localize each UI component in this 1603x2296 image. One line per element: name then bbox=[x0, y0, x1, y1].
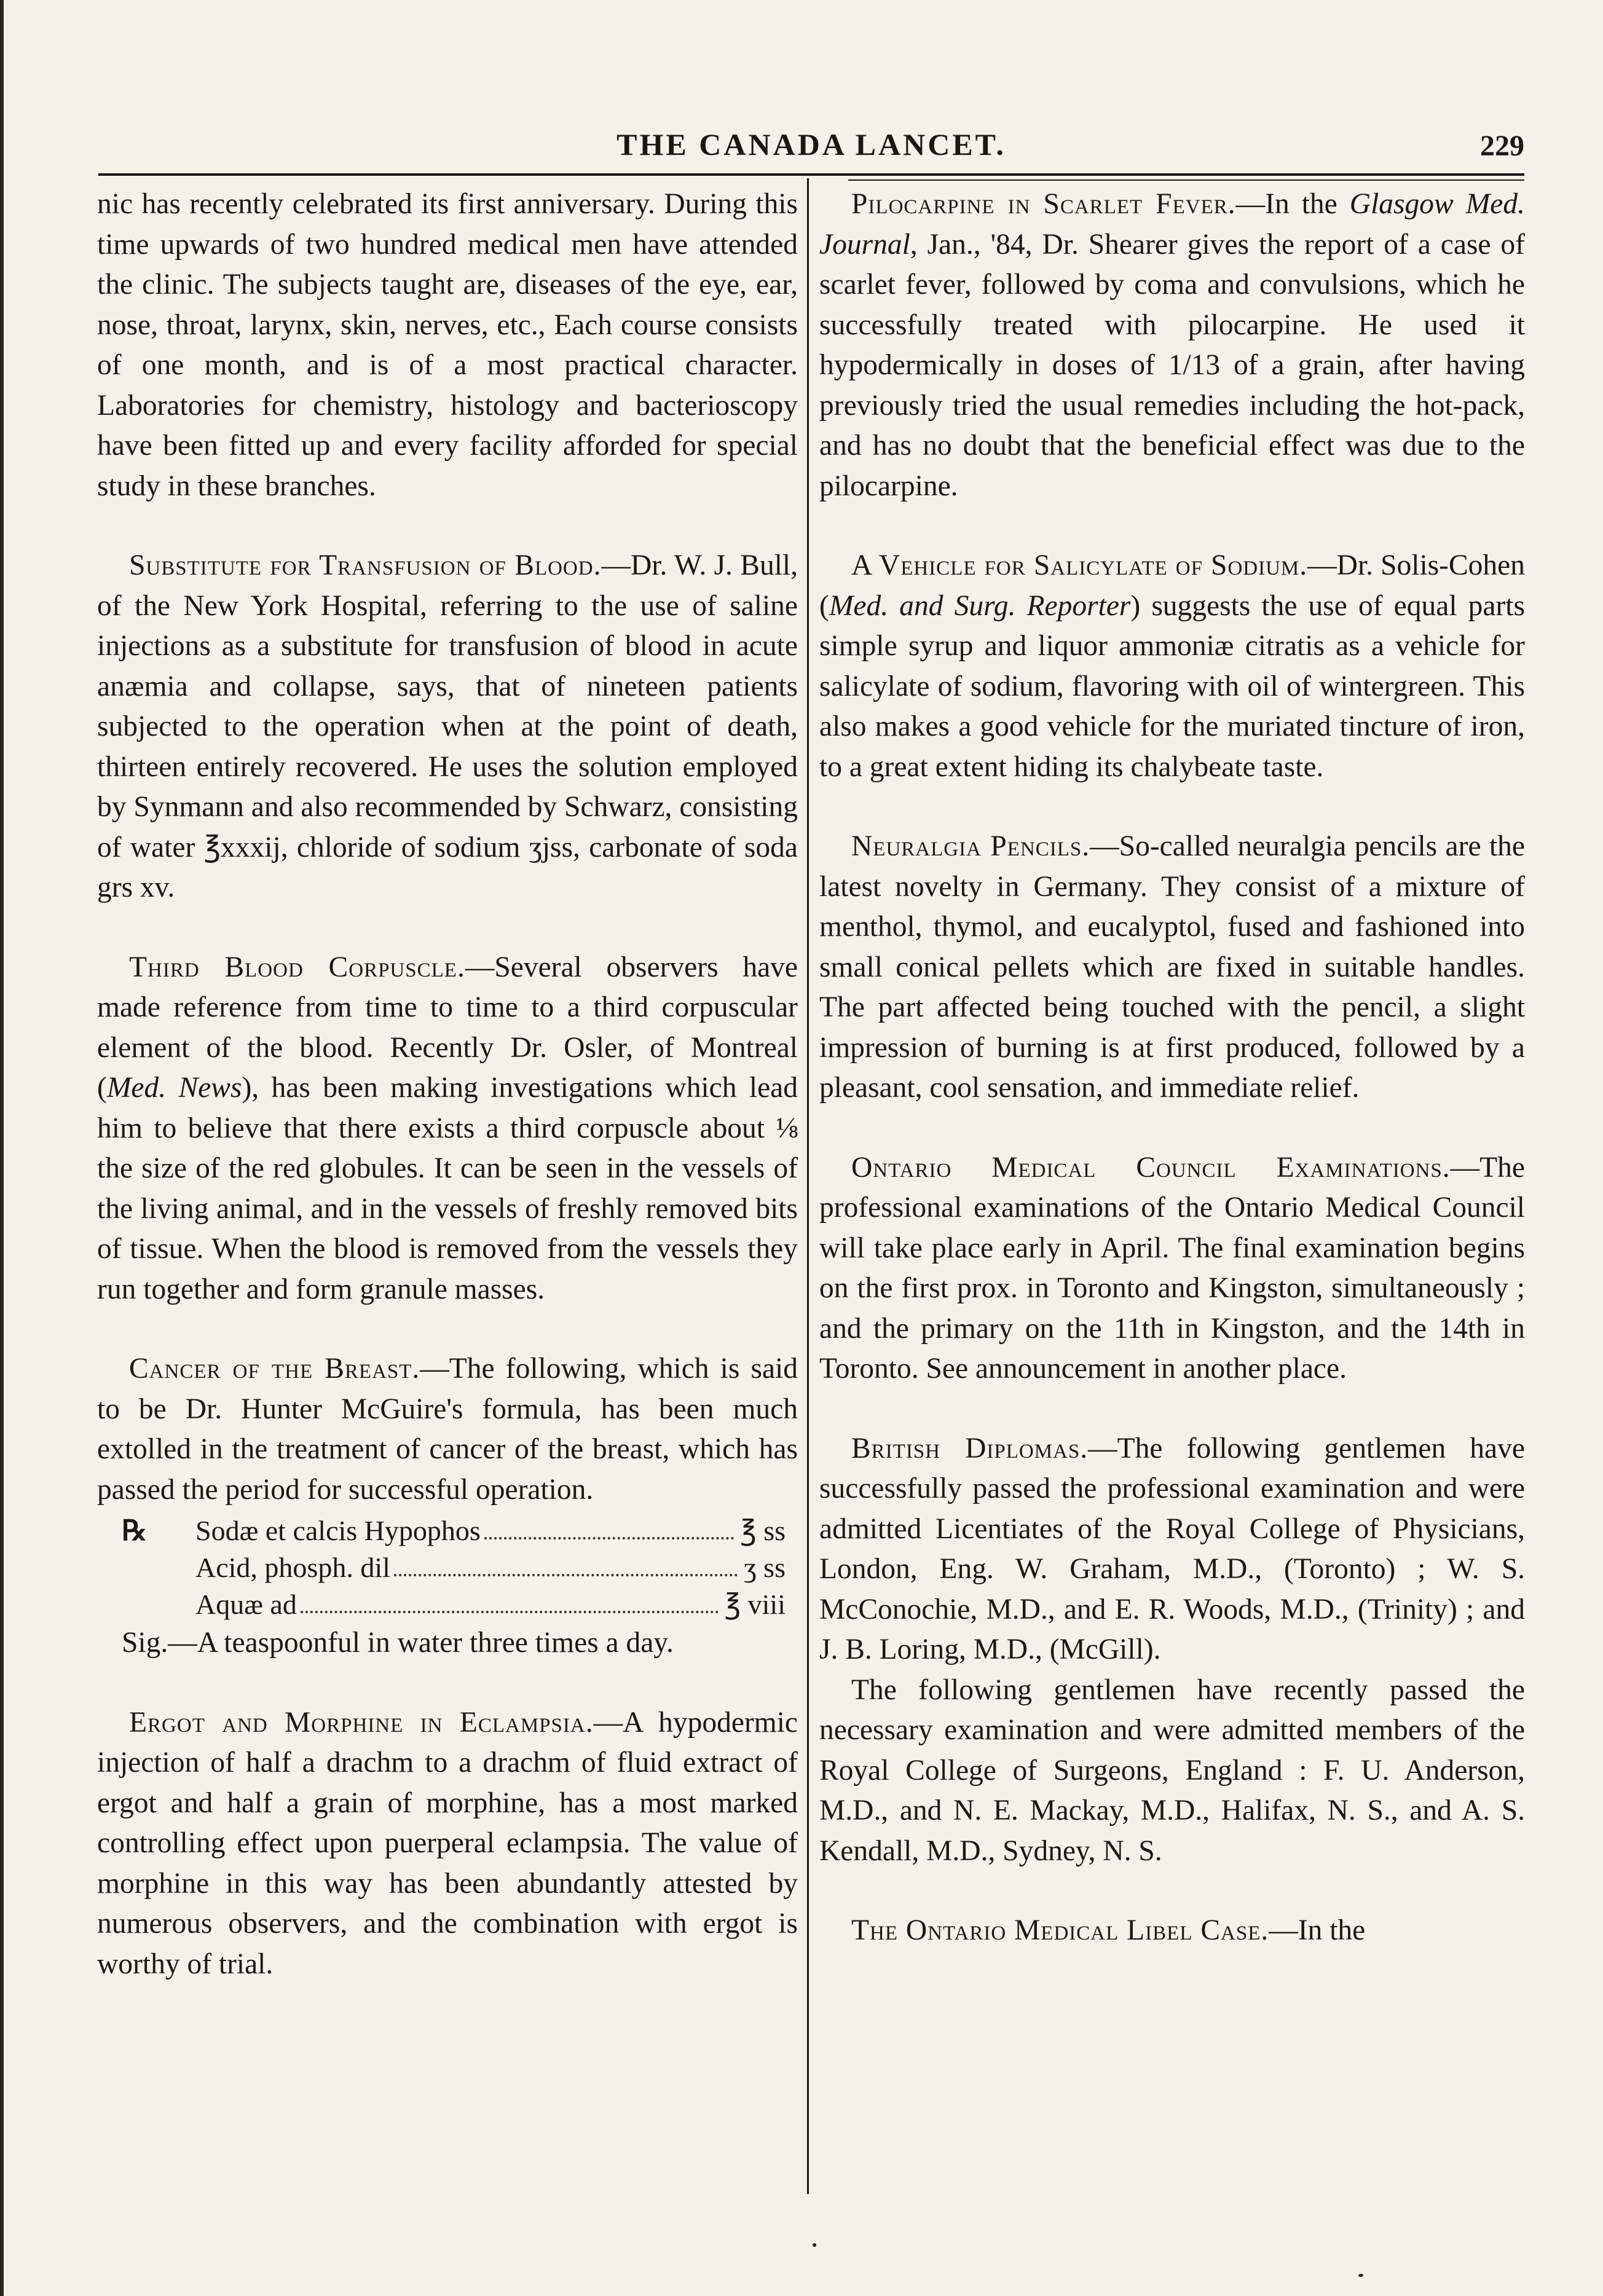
ingredient-amount: ʒ ss bbox=[744, 1552, 786, 1583]
prescription bbox=[97, 1512, 798, 1623]
article-heading: Ontario Medical Council Examinations. bbox=[851, 1151, 1451, 1184]
article-body: —Dr. W. J. Bull, of the New York Hospital, referring to the use of saline injections as a substitute for transfusion of blood in acute anæmia and collapse, says, that of nineteen patients subjected to the operation when at the point of death, thirteen entirely recovered. He uses the solution employed by Synmann and also recommended by Schwarz, consisting of water ℥xxxij, chloride of sodium ʒjss, carbonate of soda grs xv. bbox=[97, 549, 798, 903]
paragraph bbox=[97, 948, 798, 1310]
paragraph bbox=[819, 827, 1525, 1109]
paragraph bbox=[819, 1148, 1525, 1390]
paragraph bbox=[819, 184, 1525, 506]
article-third-corpuscle bbox=[97, 948, 798, 1310]
ingredient-amount: ℥ viii bbox=[724, 1589, 786, 1620]
article-heading: Neuralgia Pencils. bbox=[851, 830, 1090, 862]
scan-speck bbox=[1358, 2274, 1363, 2277]
ingredient-name: Sodæ et calcis Hypophos bbox=[195, 1515, 481, 1546]
header-rule-secondary bbox=[848, 179, 1524, 181]
prescription-line bbox=[97, 1512, 798, 1549]
paragraph bbox=[97, 1349, 798, 1510]
article-body: —A hypodermic injection of half a drachm to a drachm of fluid extract of ergot and half a grain of morphine, has a most marked controlling effect upon puerperal eclampsia. The value of morphine in this way has been abundantly attested by numerous observers, and the combination with ergot is worthy of trial. bbox=[97, 1706, 798, 1980]
article-libel-case bbox=[819, 1911, 1525, 1951]
paragraph bbox=[819, 1429, 1525, 1670]
article-ergot-morphine bbox=[97, 1703, 798, 1985]
paragraph bbox=[97, 546, 798, 908]
article-body-second: The following gentlemen have recently passed the necessary examination and were admitted members of the Royal College of Surgeons, England : F. U. Anderson, M.D., and N. E. Mackay, M.D., Halifax, N. S., and A. S. Kendall, M.D., Sydney, N. S. bbox=[819, 1673, 1525, 1867]
header-rule bbox=[98, 173, 1524, 176]
article-body: —The professional examinations of the Ontario Medical Council will take place early in April. The final examination begins on the first prox. in Toronto and Kingston, simultaneously ; and the primary on the 11th in Kingston, and the 14th in Toronto. See announcement in another place. bbox=[819, 1151, 1525, 1385]
article-body: —Dr. Solis-Cohen ( bbox=[819, 549, 1525, 622]
article-heading: British Diplomas. bbox=[851, 1432, 1089, 1464]
paragraph bbox=[819, 546, 1525, 787]
article-pilocarpine bbox=[819, 184, 1525, 506]
article-heading: Cancer of the Breast. bbox=[129, 1353, 420, 1385]
article-body-cont: , Jan., '84, Dr. Shearer gives the report of a case of scarlet fever, followed by coma and convulsions, which he successfully treated with pilocarpine. He used it hypodermically in doses of 1/13 of a grain, after having previously tried the usual remedies including the hot-pack, and has no doubt that the beneficial effect was due to the pilocarpine. bbox=[819, 228, 1525, 502]
prescription-line bbox=[97, 1586, 798, 1623]
right-column bbox=[819, 184, 1525, 1951]
ingredient-name: Aquæ ad bbox=[195, 1589, 297, 1620]
article-body: —Several observers have made reference from time to time to a third corpuscular element of the blood. Recently Dr. Osler, of Montreal ( bbox=[97, 951, 798, 1104]
paragraph bbox=[819, 1670, 1525, 1872]
paragraph bbox=[97, 1703, 798, 1985]
article-council-exams bbox=[819, 1148, 1525, 1390]
page-number: 229 bbox=[1480, 130, 1524, 162]
article-british-diplomas bbox=[819, 1429, 1525, 1872]
ingredient-amount: ℥ ss bbox=[740, 1515, 786, 1546]
source-citation: Med. News bbox=[106, 1072, 242, 1104]
article-substitute-transfusion bbox=[97, 546, 798, 908]
column-divider bbox=[807, 178, 809, 2194]
article-heading: Pilocarpine in Scarlet Fever. bbox=[851, 188, 1236, 220]
left-column bbox=[97, 184, 798, 1984]
article-heading: Third Blood Corpuscle. bbox=[129, 951, 465, 983]
article-body: —In the bbox=[1269, 1914, 1366, 1946]
source-citation: Med. and Surg. Reporter bbox=[829, 589, 1131, 622]
ingredient-name: Acid, phosph. dil bbox=[195, 1552, 390, 1583]
prescription-sig: Sig.—A teaspoonful in water three times a day. bbox=[122, 1627, 674, 1659]
source-citation: Glasgow Med. Journal bbox=[819, 188, 1525, 261]
article-salicylate-vehicle bbox=[819, 546, 1525, 787]
article-heading: Ergot and Morphine in Eclampsia. bbox=[129, 1706, 594, 1739]
article-cancer-breast bbox=[97, 1349, 798, 1664]
rx-symbol: ℞ bbox=[122, 1515, 148, 1546]
prescription-line bbox=[97, 1549, 798, 1586]
article-heading: Substitute for Transfusion of Blood. bbox=[129, 549, 602, 581]
article-body-cont: ), has been making investigations which lead him to believe that there exists a third corpuscle about ⅛ the size of the red globules. It can be seen in the vessels of the living animal, and in the vessels of freshly removed bits of tissue. When the blood is removed from the vessels they run together and form granule masses. bbox=[97, 1072, 798, 1305]
article-body: —The following gentlemen have successfully passed the professional examination and were admitted Licentiates of the Royal College of Physicians, London, Eng. W. Graham, M.D., (Toronto) ; W. S. McConochie, M.D., and E. R. Woods, M.D., (Trinity) ; and J. B. Loring, M.D., (McGill). bbox=[819, 1432, 1525, 1665]
article-body: —In the bbox=[1235, 188, 1350, 220]
paragraph bbox=[819, 1911, 1525, 1951]
scan-speck bbox=[813, 2243, 816, 2247]
article-neuralgia-pencils bbox=[819, 827, 1525, 1109]
article-clinic-continuation bbox=[97, 184, 798, 506]
scan-edge bbox=[0, 0, 4, 2296]
article-body: —The following, which is said to be Dr. Hunter McGuire's formula, has been much extolled in the treatment of cancer of the breast, which has passed the period for successful operation. bbox=[97, 1353, 798, 1506]
article-heading: The Ontario Medical Libel Case. bbox=[851, 1914, 1269, 1946]
paragraph: nic has recently celebrated its first anniversary. During this time upwards of two hundred medical men have attended the clinic. The subjects taught are, diseases of the eye, ear, nose, throat, larynx, skin, nerves, etc., Each course consists of one month, and is of a most practical character. Laboratories for chemistry, histology and bacterioscopy have been fitted up and every facility afforded for special study in these branches. bbox=[97, 188, 798, 502]
article-heading: A Vehicle for Salicylate of Sodium. bbox=[851, 549, 1308, 581]
running-header bbox=[98, 123, 1524, 167]
article-body-cont: ) suggests the use of equal parts simple syrup and liquor ammoniæ citratis as a vehicle for salicylate of sodium, flavoring with oil of wintergreen. This also makes a good vehicle for the muriated tincture of iron, to a great extent hiding its chalybeate taste. bbox=[819, 589, 1525, 783]
article-body: —So-called neuralgia pencils are the latest novelty in Germany. They consist of a mixture of menthol, thymol, and eucalyptol, fused and fashioned into small conical pellets which are fixed in suitable handles. The part affected being touched with the pencil, a slight impression of burning is at first produced, followed by a pleasant, cool sensation, and immediate relief. bbox=[819, 830, 1525, 1104]
journal-title: THE CANADA LANCET. bbox=[616, 127, 1006, 162]
